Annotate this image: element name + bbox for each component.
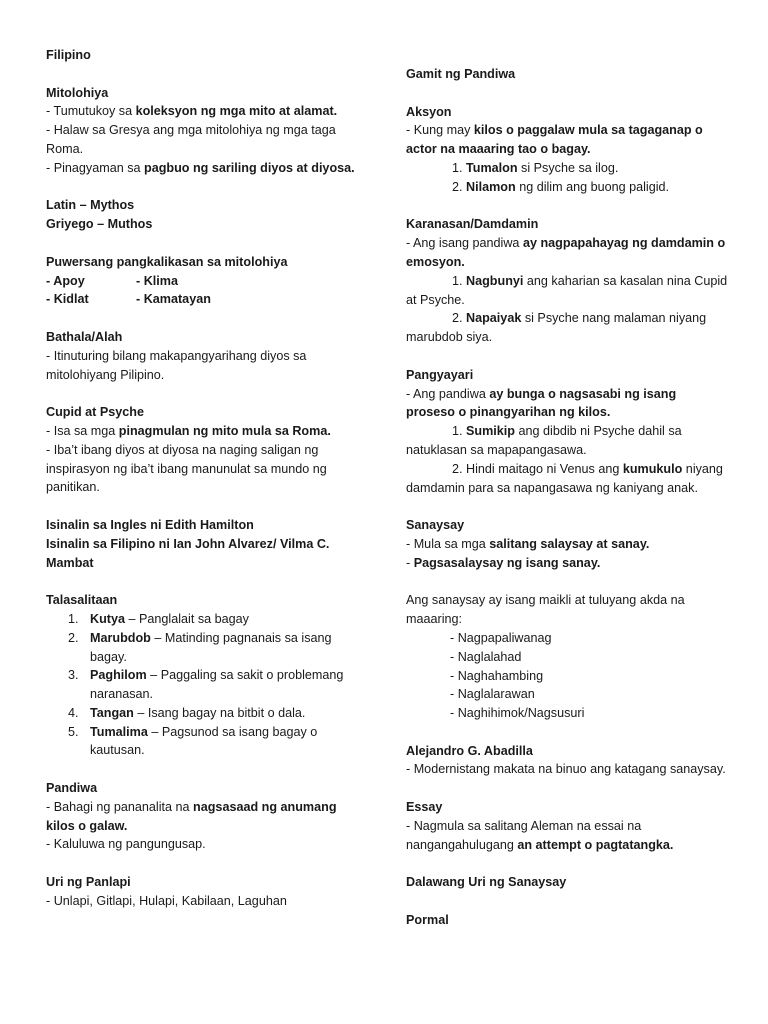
pangyayari-heading: Pangyayari [406, 367, 474, 382]
aksyon-example-2: 2. Nilamon ng dilim ang buong paligid. [452, 179, 670, 194]
cupid-line1: - Isa sa mga pinagmulan ng mito mula sa Roma. [46, 423, 331, 438]
list-item: 4. Tangan – Isang bagay na bitbit o dala. [68, 705, 306, 720]
bathala-heading: Bathala/Alah [46, 329, 123, 344]
abadilla-text: - Modernistang makata na binuo ang katagang sanaysay. [406, 762, 726, 777]
essay-text: - Nagmula sa salitang Aleman na essai na nangangahulugang an attempt o pagtatangka. [406, 818, 674, 852]
list-item: - Nagpapaliwanag [450, 630, 552, 645]
pormal-heading: Pormal [406, 912, 449, 927]
pangyayari-example-1: 1. Sumikip ang dibdib ni Psyche dahil sa natuklasan sa mapapangasawa. [406, 424, 682, 457]
list-item: - Naglalahad [450, 649, 522, 664]
sanaysay-intro: Ang sanaysay ay isang maikli at tuluyang akda na maaaring: [406, 593, 685, 627]
left-column [46, 46, 364, 911]
pangyayari-example-2: 2. Hindi maitago ni Venus ang kumukulo niyang damdamin para sa napangasawa ng kaniyang anak. [406, 461, 723, 495]
dalawang-uri-heading: Dalawang Uri ng Sanaysay [406, 875, 567, 890]
griyego-line: Griyego – Muthos [46, 217, 153, 232]
list-item: - Naglalarawan [450, 687, 535, 702]
sanaysay-heading: Sanaysay [406, 518, 465, 533]
aksyon-heading: Aksyon [406, 104, 452, 119]
aksyon-text: - Kung may kilos o paggalaw mula sa tagaganap o actor na maaaring tao o bagay. [406, 123, 703, 157]
gamit-heading: Gamit ng Pandiwa [406, 67, 516, 81]
essay-heading: Essay [406, 800, 443, 815]
karanasan-text: - Ang isang pandiwa ay nagpapahayag ng damdamin o emosyon. [406, 236, 726, 269]
cupid-line2: - Iba’t ibang diyos at diyosa na naging saligan ng inspirasyon ng iba’t ibang manunulat sa mundo ng panitikan. [46, 442, 327, 495]
pandiwa-heading: Pandiwa [46, 781, 98, 796]
talasalitaan-list [46, 610, 364, 760]
pandiwa-line2: - Kaluluwa ng pangungusap. [46, 837, 206, 852]
karanasan-example-1: 1. Nagbunyi ang kaharian sa kasalan nina Cupid at Psyche. [406, 273, 728, 307]
list-item: 2. Marubdob – Matinding pagnanais sa isang bagay. [68, 630, 332, 664]
cupid-heading: Cupid at Psyche [46, 405, 144, 420]
bathala-text: - Itinuturing bilang makapangyarihang diyos sa mitolohiyang Pilipino. [46, 348, 307, 382]
list-item: 3. Paghilom – Paggaling sa sakit o problemang naranasan. [68, 668, 344, 702]
list-item: - Naghihimok/Nagsusuri [450, 706, 585, 721]
karanasan-heading: Karanasan/Damdamin [406, 217, 539, 232]
puwersa-row2: - Kidlat - Kamatayan [46, 292, 211, 307]
isinalin-filipino: Isinalin sa Filipino ni Ian John Alvarez/ Vilma C. Mambat [46, 536, 330, 570]
puwersa-row1: - Apoy - Klima [46, 273, 178, 288]
page-title: Filipino [46, 48, 91, 62]
list-item: - Naghahambing [450, 668, 544, 683]
puwersa-heading: Puwersang pangkalikasan sa mitolohiya [46, 254, 288, 269]
list-item: 1. Kutya – Panglalait sa bagay [68, 611, 249, 626]
pangyayari-text: - Ang pandiwa ay bunga o nagsasabi ng isang proseso o pinangyarihan ng kilos. [406, 386, 677, 420]
sanaysay-line2: - Pagsasalaysay ng isang sanay. [406, 555, 601, 570]
pandiwa-line1: - Bahagi ng pananalita na nagsasaad ng anumang kilos o galaw. [46, 799, 337, 833]
list-item: 5. Tumalima – Pagsunod sa isang bagay o kautusan. [68, 724, 318, 758]
talasalitaan-heading: Talasalitaan [46, 593, 118, 608]
aksyon-example-1: 1. Tumalon si Psyche sa ilog. [452, 160, 619, 175]
right-column [406, 65, 728, 930]
abadilla-heading: Alejandro G. Abadilla [406, 743, 533, 758]
mitolohiya-heading: Mitolohiya [46, 85, 109, 100]
mitolohiya-line2: - Halaw sa Gresya ang mga mitolohiya ng mga taga Roma. [46, 123, 336, 156]
isinalin-ingles: Isinalin sa Ingles ni Edith Hamilton [46, 517, 254, 532]
panlapi-text: - Unlapi, Gitlapi, Hulapi, Kabilaan, Laguhan [46, 893, 287, 908]
latin-line: Latin – Mythos [46, 198, 135, 213]
mitolohiya-line1: - Tumutukoy sa koleksyon ng mga mito at alamat. [46, 104, 338, 119]
panlapi-heading: Uri ng Panlapi [46, 875, 131, 890]
mitolohiya-line3: - Pinagyaman sa pagbuo ng sariling diyos at diyosa. [46, 160, 355, 175]
sanaysay-line1: - Mula sa mga salitang salaysay at sanay. [406, 536, 650, 551]
karanasan-example-2: 2. Napaiyak si Psyche nang malaman niyang marubdob siya. [406, 311, 707, 345]
